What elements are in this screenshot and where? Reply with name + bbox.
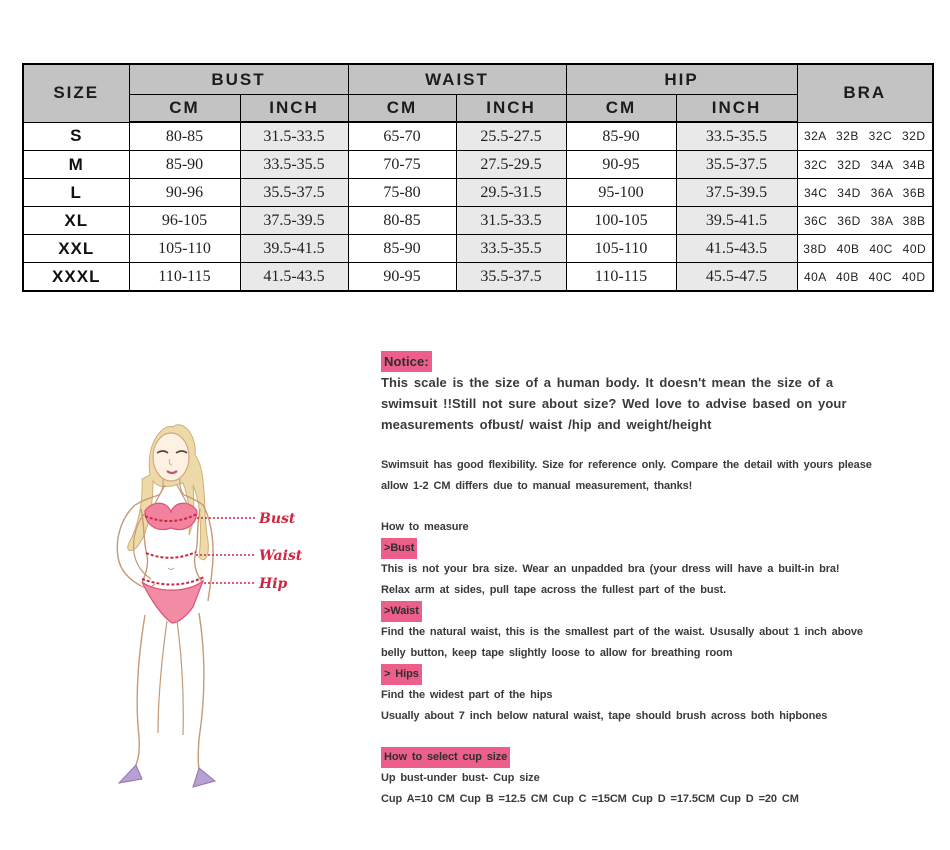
cell-size: XL bbox=[23, 207, 129, 235]
subheader-waist-cm: CM bbox=[348, 95, 456, 123]
cell-bust-inch: 31.5-33.5 bbox=[240, 122, 348, 151]
table-row-xxxl bbox=[23, 263, 933, 292]
cell-waist-cm: 85-90 bbox=[348, 235, 456, 263]
spacer bbox=[381, 727, 936, 747]
bust-measure-label: Bust bbox=[259, 511, 296, 527]
cell-bust-cm: 85-90 bbox=[129, 151, 240, 179]
cell-hip-inch: 37.5-39.5 bbox=[676, 179, 797, 207]
cup-size-line: Up bust-under bust- Cup size bbox=[381, 772, 540, 784]
notice-heading bbox=[381, 351, 936, 372]
cell-size: XXXL bbox=[23, 263, 129, 292]
cell-bust-inch: 41.5-43.5 bbox=[240, 263, 348, 292]
waist-highlight: >Waist bbox=[381, 601, 422, 622]
table-row-m bbox=[23, 151, 933, 179]
cell-bust-inch: 37.5-39.5 bbox=[240, 207, 348, 235]
subheader-waist-inch: INCH bbox=[456, 95, 566, 123]
cell-waist-cm: 75-80 bbox=[348, 179, 456, 207]
notice-line: swimsuit !!Still not sure about size? Wed love to advise based on your bbox=[381, 396, 847, 411]
waist-instruction-line: belly button, keep tape slightly loose to allow for breathing room bbox=[381, 647, 733, 659]
subheader-hip-cm: CM bbox=[566, 95, 676, 123]
flexibility-line: allow 1-2 CM differs due to manual measurement, thanks! bbox=[381, 480, 693, 492]
cell-bust-cm: 105-110 bbox=[129, 235, 240, 263]
cell-waist-inch: 33.5-35.5 bbox=[456, 235, 566, 263]
cell-bust-inch: 33.5-35.5 bbox=[240, 151, 348, 179]
cell-waist-cm: 65-70 bbox=[348, 122, 456, 151]
notice-highlight: Notice: bbox=[381, 351, 432, 372]
cell-waist-cm: 70-75 bbox=[348, 151, 456, 179]
woman-illustration bbox=[95, 415, 385, 825]
hips-instruction-line: Find the widest part of the hips bbox=[381, 689, 553, 701]
waist-heading bbox=[381, 601, 936, 622]
hips-highlight: > Hips bbox=[381, 664, 422, 685]
cell-size: XXL bbox=[23, 235, 129, 263]
cell-waist-inch: 29.5-31.5 bbox=[456, 179, 566, 207]
cell-size: S bbox=[23, 122, 129, 151]
notes-column bbox=[381, 351, 936, 810]
flexibility-line: Swimsuit has good flexibility. Size for reference only. Compare the detail with yours please bbox=[381, 459, 872, 471]
cell-hip-cm: 90-95 bbox=[566, 151, 676, 179]
bust-heading bbox=[381, 538, 936, 559]
table-row-l bbox=[23, 179, 933, 207]
body-measurement-figure bbox=[95, 415, 385, 825]
cell-waist-inch: 25.5-27.5 bbox=[456, 122, 566, 151]
cell-size: M bbox=[23, 151, 129, 179]
spacer bbox=[381, 497, 936, 517]
column-header-bust: BUST bbox=[129, 64, 348, 95]
notice-line: measurements ofbust/ waist /hip and weight/height bbox=[381, 417, 712, 432]
column-header-hip: HIP bbox=[566, 64, 797, 95]
cell-bra: 36C 36D 38A 38B bbox=[797, 207, 933, 235]
hips-instruction-line: Usually about 7 inch below natural waist, tape should brush across both hipbones bbox=[381, 710, 828, 722]
table-row-xxl bbox=[23, 235, 933, 263]
table-row-s bbox=[23, 122, 933, 151]
cell-bra: 38D 40B 40C 40D bbox=[797, 235, 933, 263]
cell-bra: 34C 34D 36A 36B bbox=[797, 179, 933, 207]
notice-line: This scale is the size of a human body. It doesn't mean the size of a bbox=[381, 375, 834, 390]
cell-size: L bbox=[23, 179, 129, 207]
cell-hip-inch: 33.5-35.5 bbox=[676, 122, 797, 151]
bust-instruction-line: This is not your bra size. Wear an unpadded bra (your dress will have a built-in bra! bbox=[381, 563, 840, 575]
cell-hip-inch: 45.5-47.5 bbox=[676, 263, 797, 292]
how-to-measure-title: How to measure bbox=[381, 521, 469, 533]
hip-measure-label: Hip bbox=[259, 576, 288, 592]
cup-size-heading bbox=[381, 747, 936, 768]
cell-waist-inch: 35.5-37.5 bbox=[456, 263, 566, 292]
column-header-size: SIZE bbox=[23, 64, 129, 122]
size-table bbox=[22, 63, 934, 292]
waist-measure-label: Waist bbox=[259, 548, 303, 564]
subheader-bust-inch: INCH bbox=[240, 95, 348, 123]
cup-size-line: Cup A=10 CM Cup B =12.5 CM Cup C =15CM Cup D =17.5CM Cup D =20 CM bbox=[381, 793, 799, 805]
cell-bust-inch: 39.5-41.5 bbox=[240, 235, 348, 263]
subheader-bust-cm: CM bbox=[129, 95, 240, 123]
cell-waist-inch: 27.5-29.5 bbox=[456, 151, 566, 179]
cell-waist-cm: 80-85 bbox=[348, 207, 456, 235]
cell-hip-cm: 85-90 bbox=[566, 122, 676, 151]
cell-waist-cm: 90-95 bbox=[348, 263, 456, 292]
cell-hip-inch: 41.5-43.5 bbox=[676, 235, 797, 263]
cell-hip-cm: 110-115 bbox=[566, 263, 676, 292]
cell-hip-cm: 105-110 bbox=[566, 235, 676, 263]
cell-hip-cm: 95-100 bbox=[566, 179, 676, 207]
cup-size-highlight: How to select cup size bbox=[381, 747, 510, 768]
bust-highlight: >Bust bbox=[381, 538, 417, 559]
cell-bust-inch: 35.5-37.5 bbox=[240, 179, 348, 207]
cell-hip-inch: 39.5-41.5 bbox=[676, 207, 797, 235]
cell-bra: 32A 32B 32C 32D bbox=[797, 122, 933, 151]
spacer bbox=[381, 435, 936, 455]
cell-waist-inch: 31.5-33.5 bbox=[456, 207, 566, 235]
cell-bust-cm: 96-105 bbox=[129, 207, 240, 235]
cell-bust-cm: 110-115 bbox=[129, 263, 240, 292]
bust-instruction-line: Relax arm at sides, pull tape across the fullest part of the bust. bbox=[381, 584, 727, 596]
cell-bra: 40A 40B 40C 40D bbox=[797, 263, 933, 292]
waist-instruction-line: Find the natural waist, this is the smallest part of the waist. Ususally about 1 inch above bbox=[381, 626, 863, 638]
cell-bust-cm: 80-85 bbox=[129, 122, 240, 151]
cell-bra: 32C 32D 34A 34B bbox=[797, 151, 933, 179]
cell-hip-cm: 100-105 bbox=[566, 207, 676, 235]
column-header-waist: WAIST bbox=[348, 64, 566, 95]
hips-heading bbox=[381, 664, 936, 685]
subheader-hip-inch: INCH bbox=[676, 95, 797, 123]
column-header-bra: BRA bbox=[797, 64, 933, 122]
cell-hip-inch: 35.5-37.5 bbox=[676, 151, 797, 179]
cell-bust-cm: 90-96 bbox=[129, 179, 240, 207]
table-row-xl bbox=[23, 207, 933, 235]
